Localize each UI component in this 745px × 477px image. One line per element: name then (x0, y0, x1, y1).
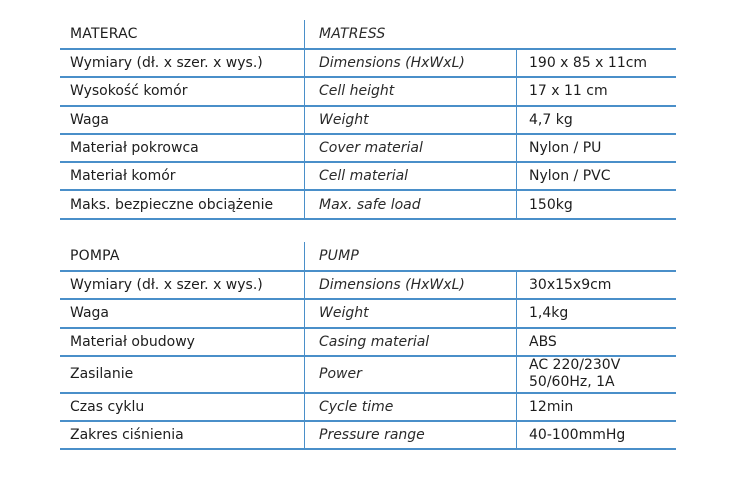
header-polish: MATERAC (70, 26, 138, 42)
header-value (516, 242, 676, 270)
label-polish: Czas cyklu (70, 399, 145, 416)
table-row (60, 357, 676, 394)
label-polish: Materiał obudowy (70, 333, 195, 350)
label-english: Cell height (304, 78, 516, 104)
table-row (60, 50, 676, 78)
spec-value: 17 x 11 cm (516, 78, 676, 104)
label-english: Pressure range (304, 422, 516, 448)
header-english: PUMP (304, 242, 516, 270)
label-english: Dimensions (HxWxL) (304, 50, 516, 76)
label-polish: Waga (70, 111, 109, 128)
label-polish: Materiał komór (70, 168, 176, 185)
header-polish: POMPA (70, 248, 120, 264)
spec-value: Nylon / PU (516, 135, 676, 161)
header-value (516, 20, 676, 48)
table-row (60, 107, 676, 135)
spec-value (516, 357, 676, 392)
table-row (60, 394, 676, 422)
label-english: Weight (304, 300, 516, 326)
header-english: MATRESS (304, 20, 516, 48)
spec-value: 4,7 kg (516, 107, 676, 133)
spec-value: 40-100mmHg (516, 422, 676, 448)
spec-value: Nylon / PVC (516, 163, 676, 189)
label-polish: Zasilanie (70, 366, 134, 383)
label-english: Cover material (304, 135, 516, 161)
label-polish: Waga (70, 305, 109, 322)
spec-value: 150kg (516, 191, 676, 217)
label-english: Max. safe load (304, 191, 516, 217)
spec-value: ABS (516, 329, 676, 355)
spec-value-line-2: 50/60Hz, 1A (529, 374, 615, 391)
label-polish: Materiał pokrowca (70, 140, 199, 157)
label-english: Weight (304, 107, 516, 133)
table-row (60, 78, 676, 106)
spec-value: 12min (516, 394, 676, 420)
label-english: Cell material (304, 163, 516, 189)
table-row (60, 300, 676, 328)
spec-value: 1,4kg (516, 300, 676, 326)
table-row (60, 329, 676, 357)
label-polish: Zakres ciśnienia (70, 427, 184, 444)
label-polish: Maks. bezpieczne obciążenie (70, 196, 274, 213)
label-english: Casing material (304, 329, 516, 355)
table-row (60, 422, 676, 450)
label-english: Power (304, 357, 516, 392)
spec-value: 30x15x9cm (516, 272, 676, 298)
table-row (60, 135, 676, 163)
mattress-spec-table (60, 20, 676, 220)
table-header-row (60, 242, 676, 272)
label-polish: Wymiary (dł. x szer. x wys.) (70, 55, 263, 72)
label-polish: Wysokość komór (70, 83, 188, 100)
table-row (60, 191, 676, 219)
spec-value: 190 x 85 x 11cm (516, 50, 676, 76)
table-row (60, 272, 676, 300)
table-header-row (60, 20, 676, 50)
table-row (60, 163, 676, 191)
label-polish: Wymiary (dł. x szer. x wys.) (70, 277, 263, 294)
label-english: Dimensions (HxWxL) (304, 272, 516, 298)
pump-spec-table (60, 242, 676, 450)
label-english: Cycle time (304, 394, 516, 420)
spec-value-line-1: AC 220/230V (529, 357, 621, 374)
